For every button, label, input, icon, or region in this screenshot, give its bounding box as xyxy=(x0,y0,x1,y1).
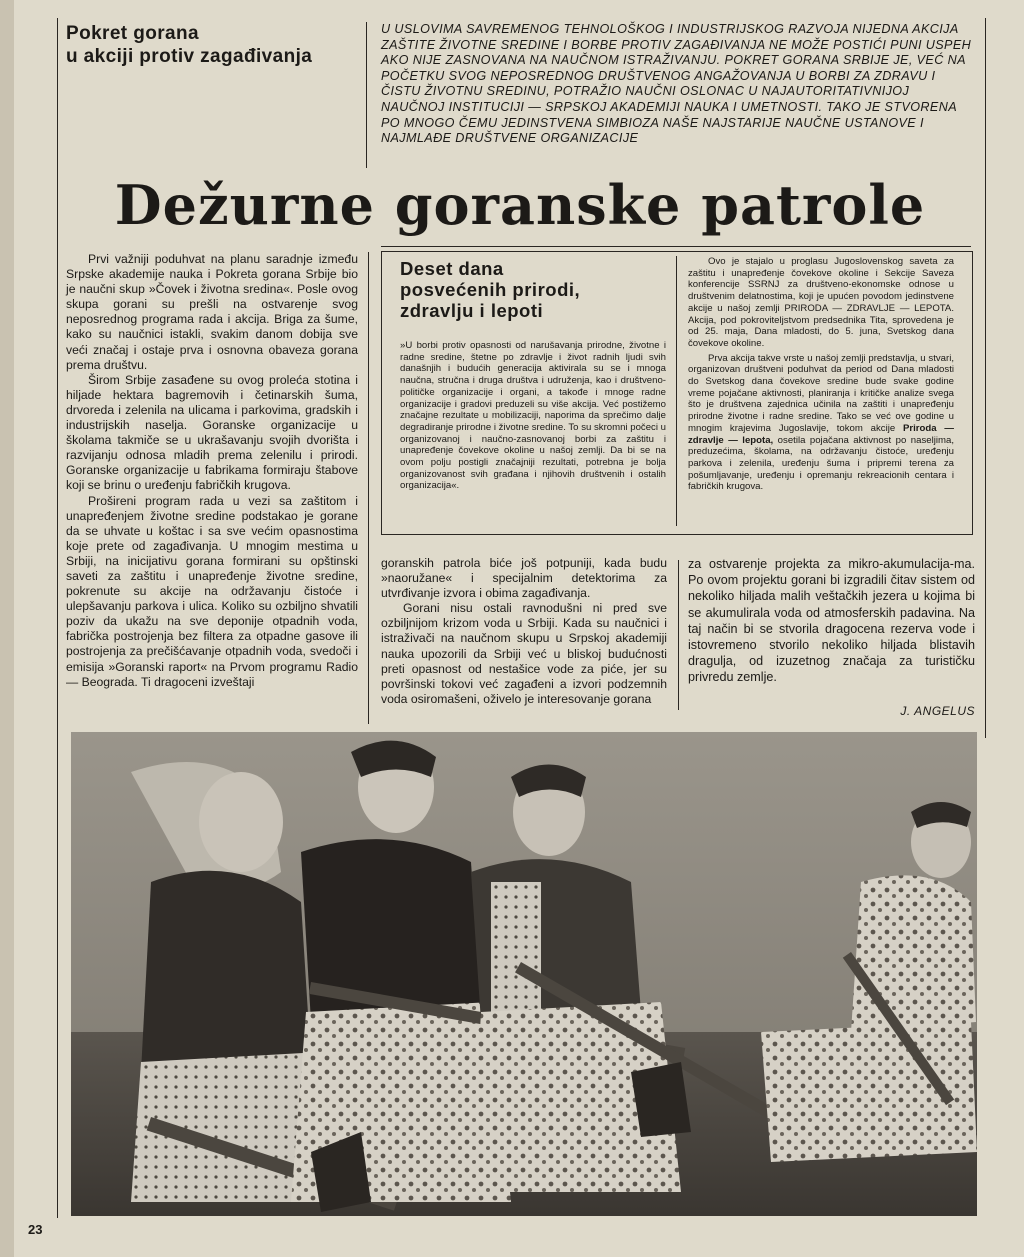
paragraph: Širom Srbije zasađene su ovog proleća stotina i hiljade hektara bagremovih i četinarskih šuma, drvoreda i zelenila na ulicama i parkovima, gradskih i industrijskih naselja. Goranske organizacije u školama takmiče se u ukrašavanju svojih dvorišta i razvijanju odnosa mladih prema zelenilu i prirodi. Goranske organizacije u fabrikama formiraju štabove koji se brinu o uređenju fabričkih krugova. xyxy=(66,372,358,493)
column-rule-right xyxy=(678,560,679,710)
paragraph: za ostvarenje projekta za mikro-akumulacija-ma. Po ovom projektu gorani bi izgradili čitav sistem od nekoliko hiljada malih veštačkih jezera u kojima bi se akumulirala voda od atmosferskih padavina. Na taj način bi se stvorila dragocena rezerva vode i istovremeno stvorilo nekoliko hiljada blistavih dragulja, od izuzetnog značaja za turističku privredu zemlje. xyxy=(688,557,975,685)
article-column-right xyxy=(688,556,975,686)
right-margin-rule xyxy=(985,18,986,738)
photo-illustration xyxy=(71,732,977,1216)
headline-underline-rule xyxy=(381,246,971,247)
paragraph: Prošireni program rada u vezi sa zaštitom i unapređenjem životne sredine podstakao je gorane da se uhvate u koštac i sa sve većim opasnostima koje prete od zagađivanja. U mnogim mestima u Srbiji, na inicijativu gorana formirani su opštinski saveti za zaštitu i unapređenje životne sredine, pokrenute su akcije na održavanju čistoće i ulepšavanju parkova i ulica. Koliko su ozbiljno shvatili poziv da ukažu na sve deponije otpadnih voda, fabrička postrojenja bez filtera za otpadne gasove ili postrojenja za prečišćavanje otpadnih voda, svedoči i emisija »Goranski raport« na Prvom programu Radio — Beograda. Ti dragoceni izveštaji xyxy=(66,493,358,689)
page-number: 23 xyxy=(28,1222,43,1237)
sidebar-paragraph: »U borbi protiv opasnosti od narušavanja prirodne, životne i radne sredine, štetne po zdravlje i život radnih ljudi svih današnjih i budućih generacija aktivirala su se i mnoga naučna, stručna i druga društva i udruženja, kao i društveno-političke organizacije i organi, a takođe i mnoge radne organizacije i gradovi preduzeli su više akcija. Već postižemo značajne rezultate u mobilizaciji, naporima da sprečimo dalje degradiranje prirodne i životne sredine. To su skromni počeci u organizovanoj i naučno-zasnovanoj borbi za zaštitu i unapređenje čovekove okoline u našoj zemlji. Da bi se na ovom polju postigli značajniji rezultati, potrebna je bolja organizovanost svih građana i njihovih društvenih i ostalih organizacija«. xyxy=(400,340,666,492)
article-deck: U USLOVIMA SAVREMENOG TEHNOLOŠKOG I INDUSTRIJSKOG RAZVOJA NIJEDNA AKCIJA ZAŠTITE ŽIVOTNE SREDINE I BORBE PROTIV ZAGAĐIVANJA NE MOŽE POSTIĆI PUNI USPEH AKO NIJE ZASNOVANA NA NAUČNOM ISTRAŽIVANJU. POKRET GORANA SRBIJE JE, VEĆ NA POČETKU SVOG NEPOSREDNOG DRUŠTVENOG ANGAŽOVANJA U BORBI ZA ZDRAVU I ČISTU ŽIVOTNU SREDINU, POTRAŽIO NAUČNI OSLONAC U NAJAUTORITATIVNIJOJ NAUČNOJ INSTITUCIJI — SRPSKOJ AKADEMIJI NAUKA I UMETNOSTI. TAKO JE STVORENA PO MNOGO ČEMU JEDINSTVENA SIMBIOZA NAŠE NAJSTARIJE NAUČNE USTANOVE I NAJMLAĐE DRUŠTVENE ORGANIZACIJE xyxy=(381,22,972,146)
article-column-left xyxy=(66,252,358,690)
article-column-middle xyxy=(381,556,667,707)
sidebar-box-text-left xyxy=(400,340,666,492)
sidebar-inner-rule xyxy=(676,256,677,526)
photograph xyxy=(71,732,977,1216)
sidebar-box-text-right xyxy=(688,256,954,493)
hoe-blade xyxy=(631,1062,691,1137)
left-margin-rule xyxy=(57,18,58,1218)
kicker-line-2: u akciji protiv zagađivanja xyxy=(66,46,313,67)
page-binding-edge xyxy=(0,0,14,1257)
paragraph: goranskih patrola biće još potpuniji, kada budu »naoružane« i specijalnim detektorima za utvrđivanje izvora i obima zagađivanja. xyxy=(381,556,667,601)
column-rule-left xyxy=(368,252,369,724)
article-headline: Dežurne goranske patrole xyxy=(114,173,926,237)
sidebar-text-run: osetila pojačana aktivnost po naseljima, preduzećima, školama, na održavanju čistoće, uređenju parkova i zelenila, uređenju šuma i pripremi terena za pošumljavanje, uređenju i opremanju rekreacionih centara i fabričkih krugova. xyxy=(688,434,954,493)
sidebar-title-line-2: posvećenih prirodi, xyxy=(400,279,581,300)
paragraph: Prvi važniji poduhvat na planu saradnje između Srpske akademije nauka i Pokreta gorana Srbije bio je naučni skup »Čovek i životna sredina«. Posle ovog skupa gorani su prešli na ostvarenje svog neposrednog programa rada i akcija. Briga za šume, kako su naučnici istakli, svakim danom dobija sve veći značaj i ostaje prva i osnovna obaveza gorana prema društvu. xyxy=(66,252,358,372)
sidebar-text-run: Prva akcija takve vrste u našoj zemlji predstavlja, u stvari, organizovan društveni poduhvat da period od Dana mladosti do Svetskog dana čovekove sredine bude svake godine vreme pojačane aktivnosti, planiranja i kritičke analize svega što je društvena zajednica učinila na zaštiti i unapređenju prirodne životne i radne sredine. Tako se već ove godine u mnogim krajevima Jugoslavije, tokom akcije xyxy=(688,352,954,434)
sidebar-title-line-3: zdravlju i lepoti xyxy=(400,300,544,321)
sidebar-title-line-1: Deset dana xyxy=(400,258,504,279)
kicker xyxy=(66,22,356,68)
byline: J. ANGELUS xyxy=(900,704,975,718)
sidebar-paragraph: Ovo je stajalo u proglasu Jugoslovenskog saveta za zaštitu i unapređenje čovekove okoline i Sekcije Saveza konferencije SSRNJ za društveno-ekonomske odnose u društvenim delatnostima, koji je upućen povodom jedinstvene akcije u našoj zemlji PRIRODA — ZDRAVLJE — LEPOTA. Akcija, pod pokroviteljstvom predsednika Tita, sprovedena je od 25. maja, Dana mladosti, do 5. juna, Svetskog dana čovekove okoline. xyxy=(688,256,954,349)
sidebar-paragraph xyxy=(688,353,954,493)
paragraph: Gorani nisu ostali ravnodušni ni pred sve ozbiljnijom krizom voda u Srbiji. Kada su naučnici i istraživači na naučnom skupu u Srpskoj akademiji nauka upozorili da Srbiji već u bliskoj budućnosti preti opasnost od nestašice vode za piće, jer su površinski tokovi već zagađeni a izvori podzemnih voda osiromašeni, oživelo je interesovanje gorana xyxy=(381,601,667,706)
deck-divider-rule xyxy=(366,22,367,168)
sidebar-box-title xyxy=(400,258,660,321)
kicker-line-1: Pokret gorana xyxy=(66,23,199,44)
sidebar-bold-run: Priroda — zdravlje — lepota, xyxy=(688,422,954,446)
